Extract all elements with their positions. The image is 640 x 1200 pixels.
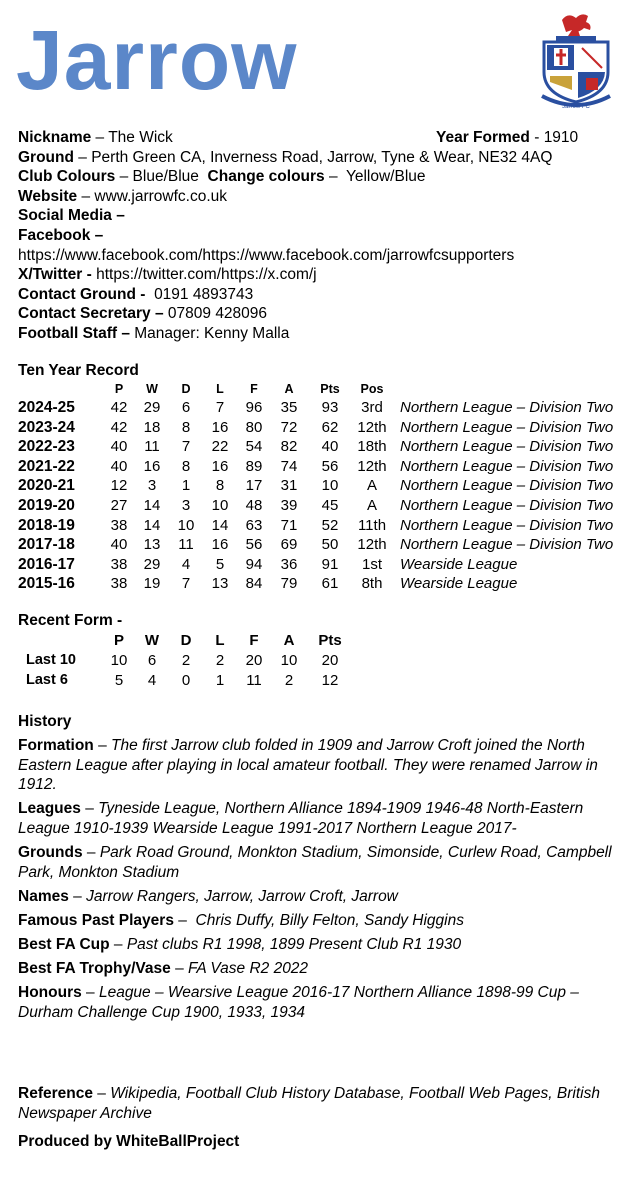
record-pos: 12th: [357, 536, 387, 554]
football-staff-line: Football Staff – Manager: Kenny Malla: [18, 324, 290, 342]
record-season: 2020-21: [18, 477, 75, 495]
form-header-a: A: [283, 632, 295, 649]
record-row: [0, 575, 640, 595]
record-header-p: P: [114, 382, 124, 396]
record-l: 8: [215, 477, 225, 495]
grounds-entry: Grounds – Park Road Ground, Monkton Stadium, Simonside, Curlew Road, Campbell Park, Monkton Stadium: [18, 843, 612, 881]
record-p: 40: [110, 438, 128, 456]
record-season: 2021-22: [18, 457, 75, 475]
club-crest-icon: [528, 10, 624, 110]
form-l: 2: [215, 652, 225, 669]
record-a: 74: [280, 457, 298, 475]
leagues-entry: Leagues – Tyneside League, Northern Alliance 1894-1909 1946-48 North-Eastern League 1910-1939 Wearside League 1991-2017 Northern League 2017-: [18, 800, 584, 837]
record-season: 2022-23: [18, 438, 75, 456]
record-pts: 45: [321, 497, 339, 514]
record-pts: 62: [321, 418, 339, 436]
form-header-d: D: [180, 632, 192, 649]
ground-line: Ground – Perth Green CA, Inverness Road, Jarrow, Tyne & Wear, NE32 4AQ: [18, 148, 553, 166]
record-d: 4: [181, 555, 191, 573]
record-p: 38: [110, 516, 128, 534]
record-pts: 61: [321, 575, 339, 593]
record-pos: 12th: [357, 457, 387, 475]
record-pts: 93: [321, 399, 339, 416]
form-f: 11: [246, 672, 262, 689]
form-d: 2: [181, 652, 191, 669]
record-league: Northern League – Division Two: [400, 418, 614, 436]
form-label: Last 10: [26, 652, 76, 668]
record-p: 38: [110, 555, 128, 573]
form-label: Last 6: [26, 672, 68, 688]
honours-entry: Honours – League – Wearsive League 2016-17 Northern Alliance 1898-99 Cup – Durham Challenge Cup 1900, 1933, 1934: [18, 984, 579, 1021]
record-row: [0, 536, 640, 556]
record-row: [0, 399, 640, 419]
record-league: Northern League – Division Two: [400, 399, 614, 416]
record-season: 2018-19: [18, 516, 75, 534]
record-pts: 40: [321, 438, 339, 456]
record-w: 14: [143, 497, 161, 514]
record-l: 22: [211, 438, 229, 456]
best-fa-trophy-entry: Best FA Trophy/Vase – FA Vase R2 2022: [18, 959, 309, 977]
colours-line: Club Colours – Blue/Blue Change colours – Yellow/Blue: [18, 168, 426, 186]
form-pts: 20: [321, 652, 339, 669]
record-w: 14: [143, 516, 161, 534]
history-section: [18, 736, 628, 1027]
record-pos: 3rd: [361, 399, 383, 416]
record-league: Wearside League: [400, 555, 518, 573]
record-w: 13: [143, 536, 161, 554]
record-row: [0, 556, 640, 576]
record-f: 80: [245, 418, 263, 436]
record-d: 8: [181, 418, 191, 436]
record-l: 16: [211, 418, 229, 436]
record-a: 79: [280, 575, 298, 593]
record-a: 31: [280, 477, 298, 495]
record-a: 39: [280, 497, 298, 514]
record-l: 10: [211, 497, 229, 514]
record-f: 56: [245, 536, 263, 554]
form-header-pts: Pts: [318, 632, 342, 649]
form-header-p: P: [113, 632, 124, 649]
form-header-f: F: [249, 632, 259, 649]
twitter-line: X/Twitter - https://twitter.com/https://x.com/j: [18, 266, 317, 284]
facebook-link[interactable]: https://www.facebook.com/https://www.facebook.com/jarrowfcsupporters: [18, 246, 515, 264]
facebook-label: Facebook –: [18, 226, 104, 244]
form-row: [0, 652, 640, 672]
record-f: 48: [245, 497, 263, 514]
record-d: 3: [181, 497, 191, 514]
record-header-w: W: [146, 382, 158, 396]
ten-year-record-title: Ten Year Record: [18, 362, 139, 379]
record-p: 40: [110, 457, 128, 475]
nickname-line: Nickname – The Wick Year Formed - 1910: [18, 129, 579, 146]
record-w: 3: [147, 477, 157, 495]
formation-entry: Formation – The first Jarrow club folded in 1909 and Jarrow Croft joined the North Eastern League after playing in local amateur football. They were renamed Jarrow in 1912.: [18, 737, 598, 794]
record-w: 29: [143, 555, 161, 573]
form-row: [0, 672, 640, 692]
produced-by: Produced by WhiteBallProject: [18, 1133, 240, 1150]
website-link[interactable]: www.jarrowfc.co.uk: [94, 187, 228, 205]
record-w: 29: [143, 399, 161, 416]
record-l: 16: [211, 457, 229, 475]
record-a: 36: [280, 555, 298, 573]
record-pts: 56: [321, 457, 339, 475]
record-pos: A: [366, 497, 377, 514]
record-a: 82: [280, 438, 298, 456]
best-fa-cup-entry: Best FA Cup – Past clubs R1 1998, 1899 Present Club R1 1930: [18, 935, 462, 953]
record-d: 6: [181, 399, 191, 416]
record-header-pts: Pts: [320, 382, 340, 396]
record-league: Wearside League: [400, 575, 518, 593]
reference-section: [18, 1084, 628, 1128]
form-p: 10: [110, 652, 128, 669]
form-p: 5: [114, 672, 124, 689]
famous-players-entry: Famous Past Players – Chris Duffy, Billy Felton, Sandy Higgins: [18, 911, 464, 929]
record-row: [0, 517, 640, 537]
record-d: 7: [181, 575, 191, 593]
record-pts: 91: [321, 555, 339, 573]
record-w: 18: [143, 418, 161, 436]
record-pos: A: [366, 477, 377, 495]
record-f: 63: [245, 516, 263, 534]
record-w: 11: [144, 438, 160, 456]
record-f: 89: [245, 457, 263, 475]
record-league: Northern League – Division Two: [400, 497, 614, 514]
record-p: 40: [110, 536, 128, 554]
record-f: 54: [245, 438, 263, 456]
record-pts: 50: [321, 536, 339, 554]
names-entry: Names – Jarrow Rangers, Jarrow, Jarrow Croft, Jarrow: [18, 887, 398, 905]
record-f: 96: [245, 399, 263, 416]
form-header-w: W: [144, 632, 160, 649]
form-a: 2: [284, 672, 294, 689]
record-row: [0, 438, 640, 458]
record-l: 5: [215, 555, 225, 573]
record-header-l: L: [216, 382, 224, 396]
record-p: 12: [110, 477, 128, 495]
year-formed: Year Formed - 1910: [436, 129, 579, 146]
record-a: 35: [280, 399, 298, 416]
crest-text: Jarrow FC: [562, 104, 590, 110]
social-media-label: Social Media –: [18, 207, 125, 225]
record-header-f: F: [250, 382, 258, 396]
record-header-pos: Pos: [360, 382, 384, 396]
reference-entry: Reference – Wikipedia, Football Club History Database, Football Web Pages, British Newspaper Archive: [18, 1085, 600, 1122]
recent-form-title: Recent Form -: [18, 612, 123, 629]
record-d: 8: [181, 457, 191, 475]
record-f: 17: [245, 477, 263, 495]
record-p: 42: [110, 418, 128, 436]
record-pos: 12th: [357, 418, 387, 436]
record-season: 2016-17: [18, 555, 75, 573]
club-title: Jarrow: [16, 13, 298, 107]
record-pos: 8th: [361, 575, 383, 593]
record-l: 16: [211, 536, 229, 554]
record-pts: 10: [321, 477, 339, 495]
form-pts: 12: [321, 672, 339, 689]
record-league: Northern League – Division Two: [400, 438, 614, 456]
record-header-d: D: [181, 382, 191, 396]
record-a: 69: [280, 536, 298, 554]
record-pts: 52: [321, 516, 339, 534]
record-season: 2015-16: [18, 575, 75, 593]
record-w: 19: [143, 575, 161, 593]
record-pos: 11th: [357, 516, 387, 534]
website-line: Website – www.jarrowfc.co.uk: [18, 187, 228, 205]
form-w: 6: [147, 652, 157, 669]
club-info: [18, 128, 628, 344]
record-season: 2024-25: [18, 399, 75, 416]
form-a: 10: [280, 652, 298, 669]
record-f: 94: [245, 555, 263, 573]
record-d: 1: [181, 477, 191, 495]
form-header-l: L: [215, 632, 225, 649]
record-p: 27: [110, 497, 128, 514]
record-pos: 18th: [357, 438, 387, 456]
form-header-row: [0, 632, 640, 652]
record-header-a: A: [284, 382, 294, 396]
record-a: 72: [280, 418, 298, 436]
record-l: 13: [211, 575, 229, 593]
record-d: 7: [181, 438, 191, 456]
record-p: 42: [110, 399, 128, 416]
record-a: 71: [280, 516, 298, 534]
record-season: 2017-18: [18, 536, 75, 554]
record-p: 38: [110, 575, 128, 593]
form-d: 0: [181, 672, 191, 689]
record-pos: 1st: [361, 555, 382, 573]
record-row: [0, 497, 640, 517]
record-league: Northern League – Division Two: [400, 536, 614, 554]
record-d: 10: [177, 516, 195, 534]
record-league: Northern League – Division Two: [400, 457, 614, 475]
record-l: 14: [211, 516, 229, 534]
record-row: [0, 419, 640, 439]
record-season: 2023-24: [18, 418, 75, 436]
contact-ground-line: Contact Ground - 0191 4893743: [18, 285, 254, 303]
contact-secretary-line: Contact Secretary – 07809 428096: [18, 305, 268, 323]
record-f: 84: [245, 575, 263, 593]
record-row: [0, 477, 640, 497]
twitter-link[interactable]: https://twitter.com/https://x.com/j: [96, 266, 317, 284]
form-w: 4: [147, 672, 157, 689]
form-f: 20: [245, 652, 263, 669]
history-title: History: [18, 713, 72, 730]
record-d: 11: [178, 536, 194, 554]
record-season: 2019-20: [18, 497, 75, 514]
record-w: 16: [143, 457, 161, 475]
record-league: Northern League – Division Two: [400, 516, 614, 534]
form-l: 1: [215, 672, 225, 689]
record-l: 7: [215, 399, 225, 416]
record-row: [0, 458, 640, 478]
record-league: Northern League – Division Two: [400, 477, 614, 495]
